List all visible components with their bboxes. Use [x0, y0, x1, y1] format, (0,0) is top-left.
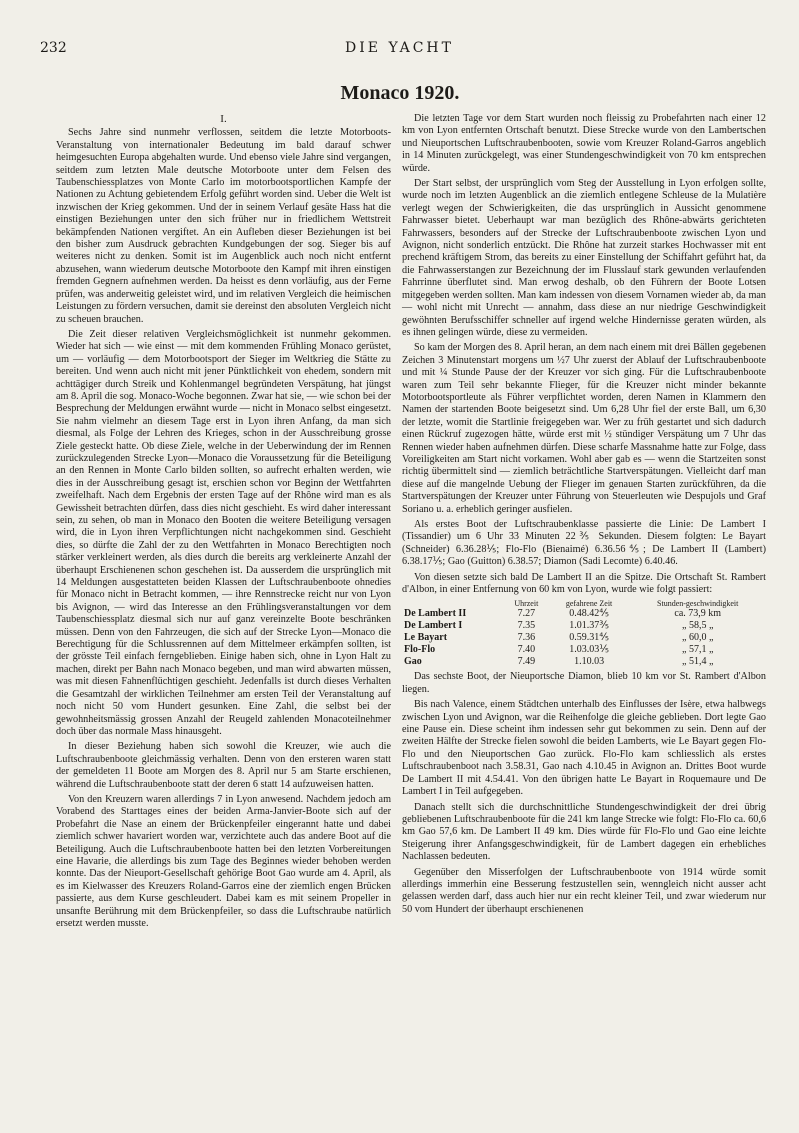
- speed-table: [402, 599, 766, 668]
- elapsed-time: 1.01.37⅗: [569, 620, 609, 632]
- paragraph: Die letzten Tage vor dem Start wurden noch fleissig zu Probefahrten nach einer 12 km von Lyon entfernten Ortschaft benutzt. Diese Strecke wurde von den Lambertschen und Nieuportschen Luftschraubenbooten, sowie vom Kreuzer Roland-Garros angeblich in 14 Minuten zurückgelegt, was einer Stundengeschwindigkeit von 70 km entsprechen würde.: [402, 113, 766, 174]
- table-row: [402, 656, 766, 668]
- clock-time: 7.40: [517, 644, 536, 656]
- paragraph: Die Zeit dieser relativen Vergleichsmöglichkeit ist nunmehr gekommen. Wieder hat sich — wie einst — mit dem kommenden Frühling Monaco gerüstet, um — vorläufig — dem Motorbootsport der Sieger im Weltkrieg die Stätte zu bereiten. Und wenn auch nicht mit jener Pünktlichkeit von ehedem, sondern mit achttägiger durch Streik und Kohlenmangel begründeten Verspätung, hat jüngst am 8. April die sog. Monaco-Woche begonnen. Zwar hat sie, — wie schon bei der Besprechung der Meldungen erwähnt wurde — nicht in Monaco selbst eingesetzt. Sie nahm vielmehr an diesem Tage erst in Lyon ihren Anfang, da man sich diesmal, als Folge der Lehren des Krieges, schon in der Ausschreibung grosse Ziele gesteckt hatte. Ob diese Ziele, welche in der Ueberwindung der im Rennen zurückzulegenden Strecke Lyon—Monaco die Voraussetzung für die Beteiligung an den Rennen in Monte Carlo bilden sollten, so aufrecht erhalten werden, wie dies in der Ausschreibung gesagt ist, erschien schon vor Beginn der Wettfahrten zweifelhaft. Nach dem Ergebnis der ersten Tage auf der Rhône wird man es als Gewissheit betrachten dürfen, dass dies nicht geschieht. Es wird daher interessant sein, zu sehen, ob man in Monaco den Booten die weitere Beteiligung versagen wird, die in Lyon ihren Verpflichtungen nicht nachgekommen sind. Geschieht dies, so dürfte die Zahl der zu den Wettfahrten in Monaco Berechtigten noch stärker verkleinert werden, als dies durch die bereits arg verkleinerte Anzahl der überhaupt Erschienenen schon geschehen ist. Da ausserdem die ursprünglich mit 14 Meldungen ausgestatteten beiden Klassen der Luftschraubenboote ohnedies für Monaco nicht in Betracht kommen, — ihre Rennstrecke reicht nur von Lyon bis Avignon, — wird das Interesse an den Frühlingsveranstaltungen vor dem Taubenschiessplatz diesmal sich nur auf ganz vereinzelte Boote beschränken müssen. Denn von den Fahrzeugen, die sich auf der Strecke Lyon—Monaco die Berechtigung für die Schlussrennen auf dem Mittelmeer erkämpfen sollten, ist der grösste Teil einfach ferngeblieben. Einige haben sich, ohne in Lyon Halt zu machen, direkt per Bahn nach Monaco begeben, und man wird abwarten müssen, was mit diesen Fahnenflüchtigen geschieht. Jedenfalls ist durch dieses Verhalten die Gesamtzahl der wirklichen Teilnehmer am ersten Teil der Veranstaltung auf noch nicht 50 vom Hundert gesunken. Eine Zahl, die selbst bei der gewohnheitsmässig grossen Anzahl der Reugeld zahlenden Monacoteilnehmer doch über das normale Mass hinausgeht.: [56, 328, 391, 737]
- speed: „ 60,0 „: [682, 632, 714, 644]
- table-row: [402, 632, 766, 644]
- paragraph: Danach stellt sich die durchschnittliche Stundengeschwindigkeit der drei übrig gebliebenen Luftschraubenboote für die 241 km lange Strecke wie folgt: Flo-Flo ca. 60,6 km Gao 57,6 km. De Lambert II 49 km. Dies würde für Flo-Flo und Gao eine leichte Steigerung ihrer Anfangsgeschwindigkeit, für de Lambert dagegen ein erhebliches Nachlassen bedeuten.: [402, 801, 766, 863]
- page-number: 232: [40, 40, 67, 56]
- paragraph: Der Start selbst, der ursprünglich vom Steg der Ausstellung in Lyon erfolgen sollte, wurde noch im letzten Augenblick an die ziemlich entlegene Schleuse de la Mulatière verlegt wegen der Schwierigkeiten, die das ursprünglich in Aussicht genommene Fahrwasser bietet. Ueberhaupt war man bezüglich des Rhône-abwärts gerichteten Fahrwassers, besonders auf der Strecke der Luftschraubenboote zwischen Lyon und Avignon, nicht sonderlich entzückt. Die Rhône hat zurzeit starkes Hochwasser mit ent prechend kräftigem Strom, das bereits zu einer Einstellung der Schiffahrt geführt hat, da die Fahrwasserstangen zur Bezeichnung der im Flusslauf stark gewunden verlaufenden Fahrrinne überflutet sind. Man erwog deshalb, ob den Führern der Boote Lotsen mitgegeben werden sollten. Man kam indessen von diesem Vornamen wieder ab, da man — wohl nicht mit Unrecht — annahm, dass diese an nur niedrige Geschwindigkeit gewöhnten Berufsschiffer schneller auf irgend welche Hindernisse geraten würden, als es ihnen gelingen würde, diese zu vermeiden.: [402, 178, 766, 338]
- paragraph: Das sechste Boot, der Nieuportsche Diamon, blieb 10 km vor St. Rambert d'Albon liegen.: [402, 671, 766, 695]
- boat-name: De Lambert II: [404, 608, 467, 620]
- paragraph: Bis nach Valence, einem Städtchen unterhalb des Einflusses der Isère, etwa halbwegs zwischen Lyon und Avignon, war die Reihenfolge die gleiche geblieben. Dort legte Gao eine Pause ein. Diese scheint ihm indessen sehr gut bekommen zu sein. Denn auf der zweiten Hälfte der Strecke fielen sowohl die beiden Lamberts, wie Le Bayart gegen Flo-Flo und den Nieuportschen Gao zurück. Flo-Flo kam schliesslich als erstes Luftschraubenboot nach 3.58.31, Gao nach 4.10.45 in Avignon an. Drittes Boot wurde De Lambert II mit 4.54.41. Von den übrigen hatte Le Bayart in Roquemaure und De Lambert I in Teil aufgegeben.: [402, 699, 766, 798]
- table-row: [402, 608, 766, 620]
- boat-name: Le Bayart: [404, 632, 448, 644]
- left-column: [56, 113, 391, 933]
- boat-name: Flo-Flo: [404, 644, 436, 656]
- paragraph: Von den Kreuzern waren allerdings 7 in Lyon anwesend. Nachdem jedoch am Vorabend des Starttages eines der beiden Arma-Janvier-Boote sich auf der Probefahrt die Nase an einem der Brückenpfeiler eingerannt hatte und dabei ziemlich schwer havariert worden war, verzichtete auch das andere Boot auf die Beteiligung. Auch die Luftschraubenboote hatten bei den letzten Vorbereitungen eine Havarie, die allerdings bis zum Tage des Beginnes wieder behoben werden konnte. Das der Nieuport-Gesellschaft gehörige Boot Gao wurde am 4. April, als es im Kielwasser des Kreuzers Roland-Garros eine der ziemlich engen Brücken passierte, aus dem Kurse geschleudert. Dabei kam es mit seinem Propeller in unsanfte Berührung mit dem Brückenpfeiler, so dass die Luftschraube natürlich ersetzt werden musste.: [56, 793, 391, 929]
- speed: „ 58,5 „: [682, 620, 714, 632]
- column-header: gefahrene Zeit: [565, 599, 613, 609]
- paragraph: Von diesen setzte sich bald De Lambert II an die Spitze. Die Ortschaft St. Rambert d'Albon, in einer Entfernung von 60 km von Lyon, wurde wie folgt passiert:: [402, 571, 766, 596]
- speed: „ 51,4 „: [682, 656, 714, 668]
- clock-time: 7.36: [517, 632, 536, 644]
- section-number: I.: [220, 113, 227, 125]
- boat-name: De Lambert I: [404, 620, 463, 632]
- elapsed-time: 0.48.42⅘: [569, 608, 609, 620]
- paragraph: Sechs Jahre sind nunmehr verflossen, seitdem die letzte Motorboots-Veranstaltung von internationaler Bedeutung im bald darauf schwer heimgesuchten Europa abgehalten wurde. Und ebenso viele Jahre sind vergangen, seitdem zum letzten Male deutsche Motorboote unter dem Felsen des Taubenschiessplatzes von Monte Carlo im motorbootsportlichen Kampfe der Nationen zu Achtung gebietendem Erfolg geführt worden sind. Ueber die Welt ist inzwischen der Krieg gekommen. Und der in seinem Verlauf gesäte Hass hat die einstigen Beziehungen unter den sich früher nur in friedlichem Wettstreit bekämpfenden Nationen vergiftet. An ein Aufleben dieser Beziehungen ist bei den bisher zum Ausdruck gebrachten Kundgebungen der sog. Sieger bis auf weiteres nicht zu denken. Somit ist im Augenblick auch noch nicht entfernt abzusehen, wann wiederum deutsche Motorboote den Kampf mit ihren einstigen fremden Gegnern aufnehmen werden. Da heisst es denn vorläufig, aus der Ferne prüfen, was anderweitig geleistet wird, und im relativen Vergleich die heimischen Leistungen zu fördern versuchen, damit sie dereinst den absoluten Vergleich nicht zu scheuen brauchen.: [56, 127, 391, 325]
- column-header: Stunden-geschwindigkeit: [657, 599, 739, 609]
- article-title: Monaco 1920.: [340, 82, 460, 104]
- column-header: Uhrzeit: [514, 599, 539, 609]
- column-header: [402, 599, 504, 608]
- paragraph: Gegenüber den Misserfolgen der Luftschraubenboote von 1914 würde somit allerdings immerhin eine Besserung festzustellen sein, wenngleich nicht ausser acht gelassen werden darf, dass auch hier nur ein recht kleiner Teil, und zwar wiederum nur 50 vom Hundert der überhaupt erschienenen: [402, 866, 766, 915]
- table-row: [402, 644, 766, 656]
- boat-name: Gao: [404, 656, 422, 668]
- right-column: [402, 113, 766, 919]
- speed: ca. 73,9 km: [674, 608, 722, 620]
- paragraph: In dieser Beziehung haben sich sowohl die Kreuzer, wie auch die Luftschraubenboote gleichmässig verhalten. Denn von den ersteren waren statt der gemeldeten 11 Boote am Morgen des 8. April nur 5 am Starte erschienen, während die Luftschraubenboote statt der deren 6 statt 14 aufzuweisen hatten.: [56, 741, 391, 790]
- paragraph: So kam der Morgen des 8. April heran, an dem nach einem mit drei Bällen gegebenen Zeichen 3 Minutenstart morgens um ½7 Uhr zuerst der Ablauf der Luftschraubenboote und mit ¼ Stunde Pause der der Kreuzer vor sich ging. Für die Luftschraubenboote waren zum Teil sehr bekannte Flieger, für die Kreuzer nicht minder bekannte Motorbootsportleute als Führer verpflichtet worden, deren Namen in Klammern den Namen der startenden Boote beigesetzt sind. Um 6,28 Uhr fiel der erste Ball, um 6,30 der letzte, womit die Startlinie freigegeben war. Wer zu früh gestartet und sich dadurch einen Rückruf zugezogen hätte, würde erst mit ½ stündiger Verspätung um 7 Uhr das Rennen wieder haben aufnehmen dürfen. Diese scharfe Massnahme hatte zur Folge, dass Voreiligkeiten am Start nicht vorkamen. Wohl aber gab es — wenn die Startzeiten sonst richtig übermittelt sind — ziemlich beträchtliche Startverspätungen. Vielleicht darf man diese auf die mangelnde Uebung der Flieger im genauen Starten zurückführen, da die Startverspätungen der Kreuzer unter Führung von Steuerleuten wie Despujols und Graf Soriano u. a. erheblich geringer ausfielen.: [402, 342, 766, 515]
- elapsed-time: 1.10.03: [574, 656, 605, 668]
- table-row: [402, 620, 766, 632]
- clock-time: 7.49: [517, 656, 536, 668]
- running-title: DIE YACHT: [345, 40, 454, 56]
- paragraph: Als erstes Boot der Luftschraubenklasse passierte die Linie: De Lambert I (Tissandier) um 6 Uhr 33 Minuten 22⅗ Sekunden. Diesem folgten: Le Bayart (Schneider) 6.36.28⅕; Flo-Flo (Bienaimé) 6.36.56⅘; De Lambert II (Lambert) 6.38.17⅕; Gao (Guitton) 6.38.57; Diamon (Sadi Lecomte) 6.40.46.: [402, 519, 766, 568]
- table-header-row: [402, 599, 766, 608]
- elapsed-time: 1.03.03⅕: [569, 644, 609, 656]
- clock-time: 7.27: [517, 608, 536, 620]
- speed: „ 57,1 „: [682, 644, 714, 656]
- clock-time: 7.35: [517, 620, 536, 632]
- elapsed-time: 0.59.31⅘: [569, 632, 609, 644]
